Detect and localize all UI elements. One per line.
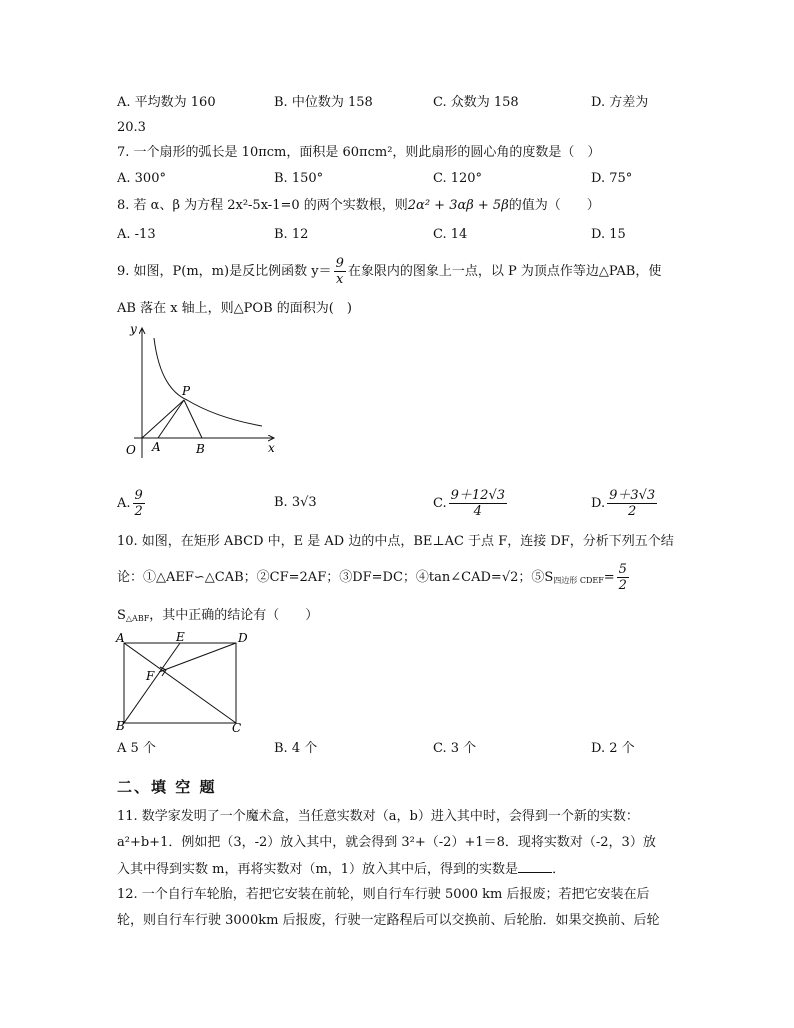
- label-p: P: [182, 384, 191, 398]
- section-title-fill-in: 二、填 空 题: [117, 778, 217, 796]
- q10-question: 10. 如图，在矩形 ABCD 中，E 是 AD 边的中点，BE⊥AC 于点 F，连接 DF，分析下列五个结: [117, 534, 674, 549]
- diagonal-ac: [124, 643, 236, 723]
- q9-fraction: [334, 256, 346, 287]
- label-a: A: [116, 631, 125, 645]
- q7-question: 7. 一个扇形的弧长是 10πcm，面积是 60πcm²，则此扇形的圆心角的度数是（ ）: [117, 145, 601, 160]
- q6-option-c: C. 众数为 158: [433, 95, 519, 110]
- label-a: A: [152, 440, 161, 454]
- q11-question-line2: a²+b+1．例如把（3，-2）放入其中，就会得到 3²+（-2）+1＝8．现将实数对（-2，3）放: [117, 835, 656, 850]
- q7-option-b: B. 150°: [274, 171, 324, 186]
- q12-question: 12. 一个自行车轮胎，若把它安装在前轮，则自行车行驶 5000 km 后报废；若把它安装在后: [117, 887, 650, 902]
- q8-expression: 2α² + 3αβ + 5β: [407, 198, 509, 213]
- q7-option-d: D. 75°: [591, 171, 633, 186]
- q7-option-a: A. 300°: [117, 171, 166, 186]
- q8-option-d: D. 15: [591, 227, 626, 242]
- segment-ap: [158, 400, 184, 438]
- label-e: E: [176, 630, 185, 644]
- segment-op: [142, 400, 184, 438]
- q9-suffix: 在象限内的图象上一点，以 P 为顶点作等边△PAB，使: [347, 264, 662, 279]
- q9-question: [117, 256, 661, 287]
- q12-question-line2: 轮，则自行车行驶 3000km 后报废，行驶一定路程后可以交换前、后轮胎．如果交换前、后轮: [117, 913, 660, 928]
- label-b: B: [196, 442, 205, 456]
- q10-option-b: B. 4 个: [274, 741, 318, 756]
- q10-figure: [112, 630, 252, 734]
- q7-option-c: C. 120°: [433, 171, 483, 186]
- q6-option-d-wrap: 20.3: [117, 120, 146, 135]
- q10-option-c: C. 3 个: [433, 741, 477, 756]
- q8-question: [117, 197, 600, 215]
- label-b: B: [116, 719, 125, 733]
- q11-question-line3: 入其中得到实数 m，再将实数对（m，1）放入其中后，得到的实数是 ．: [117, 862, 566, 877]
- segment-df: [159, 643, 236, 672]
- q9-option-a-fraction: $\frac{9}{2}$: [134, 488, 143, 519]
- q9-option-d-fraction: $\frac{9+3√3}{2}$: [609, 488, 656, 519]
- q10-option-d: D. 2 个: [591, 741, 635, 756]
- q6-option-d: D. 方差为: [591, 95, 649, 110]
- q6-option-a: A. 平均数为 160: [117, 95, 216, 110]
- q9-option-c-fraction: $\frac{9+12√3}{4}$: [450, 488, 505, 519]
- label-d: D: [238, 631, 248, 645]
- q9-question-line2: AB 落在 x 轴上，则△POB 的面积为( ): [117, 301, 352, 316]
- q10-option-a: A 5 个: [117, 741, 156, 756]
- label-x: x: [268, 441, 275, 455]
- q9-option-a: A. $\frac{9}{2}$: [117, 488, 143, 519]
- label-f: F: [146, 669, 155, 683]
- q8-suffix: 的值为（ ）: [508, 198, 600, 213]
- q11-question: 11. 数学家发明了一个魔术盒，当任意实数对（a，b）进入其中时，会得到一个新的实数：: [117, 809, 639, 824]
- label-o: O: [126, 443, 136, 457]
- answer-blank[interactable]: [518, 860, 552, 873]
- q9-fraction-num: 9: [335, 256, 344, 271]
- q9-option-b: B. 3√3: [274, 495, 317, 510]
- sqrt2: √2: [501, 570, 519, 585]
- q9-figure: [112, 318, 282, 468]
- q6-option-b: B. 中位数为 158: [274, 95, 373, 110]
- q10-question-line2: 论：①△AEF∽△CAB；②CF=2AF；③DF=DC；④tan∠CAD=√2；$⑤S_{四边形 CDEF}=$ $\frac{5}{2}$: [117, 562, 627, 593]
- q8-option-a: A. -13: [117, 227, 156, 242]
- label-c: C: [232, 721, 242, 734]
- q8-option-c: C. 14: [433, 227, 468, 242]
- q8-option-b: B. 12: [274, 227, 309, 242]
- q10-fraction: $\frac{5}{2}$: [618, 562, 627, 593]
- q9-option-c: C. $\frac{9+12√3}{4}$: [433, 488, 505, 519]
- label-y: y: [130, 322, 137, 336]
- segment-be: [124, 643, 180, 723]
- q8-prefix: 8. 若 α、β 为方程 2x²-5x-1=0 的两个实数根，则: [117, 198, 408, 213]
- q10-question-line3: $S_{\triangle ABF}$，其中正确的结论有（ ）: [117, 608, 319, 623]
- q9-option-d: D. $\frac{9+3√3}{2}$: [591, 488, 656, 519]
- q9-fraction-den: x: [336, 272, 344, 287]
- q9-prefix: 9. 如图，P(m，m)是反比例函数 y＝: [117, 264, 332, 279]
- segment-bp: [184, 400, 202, 438]
